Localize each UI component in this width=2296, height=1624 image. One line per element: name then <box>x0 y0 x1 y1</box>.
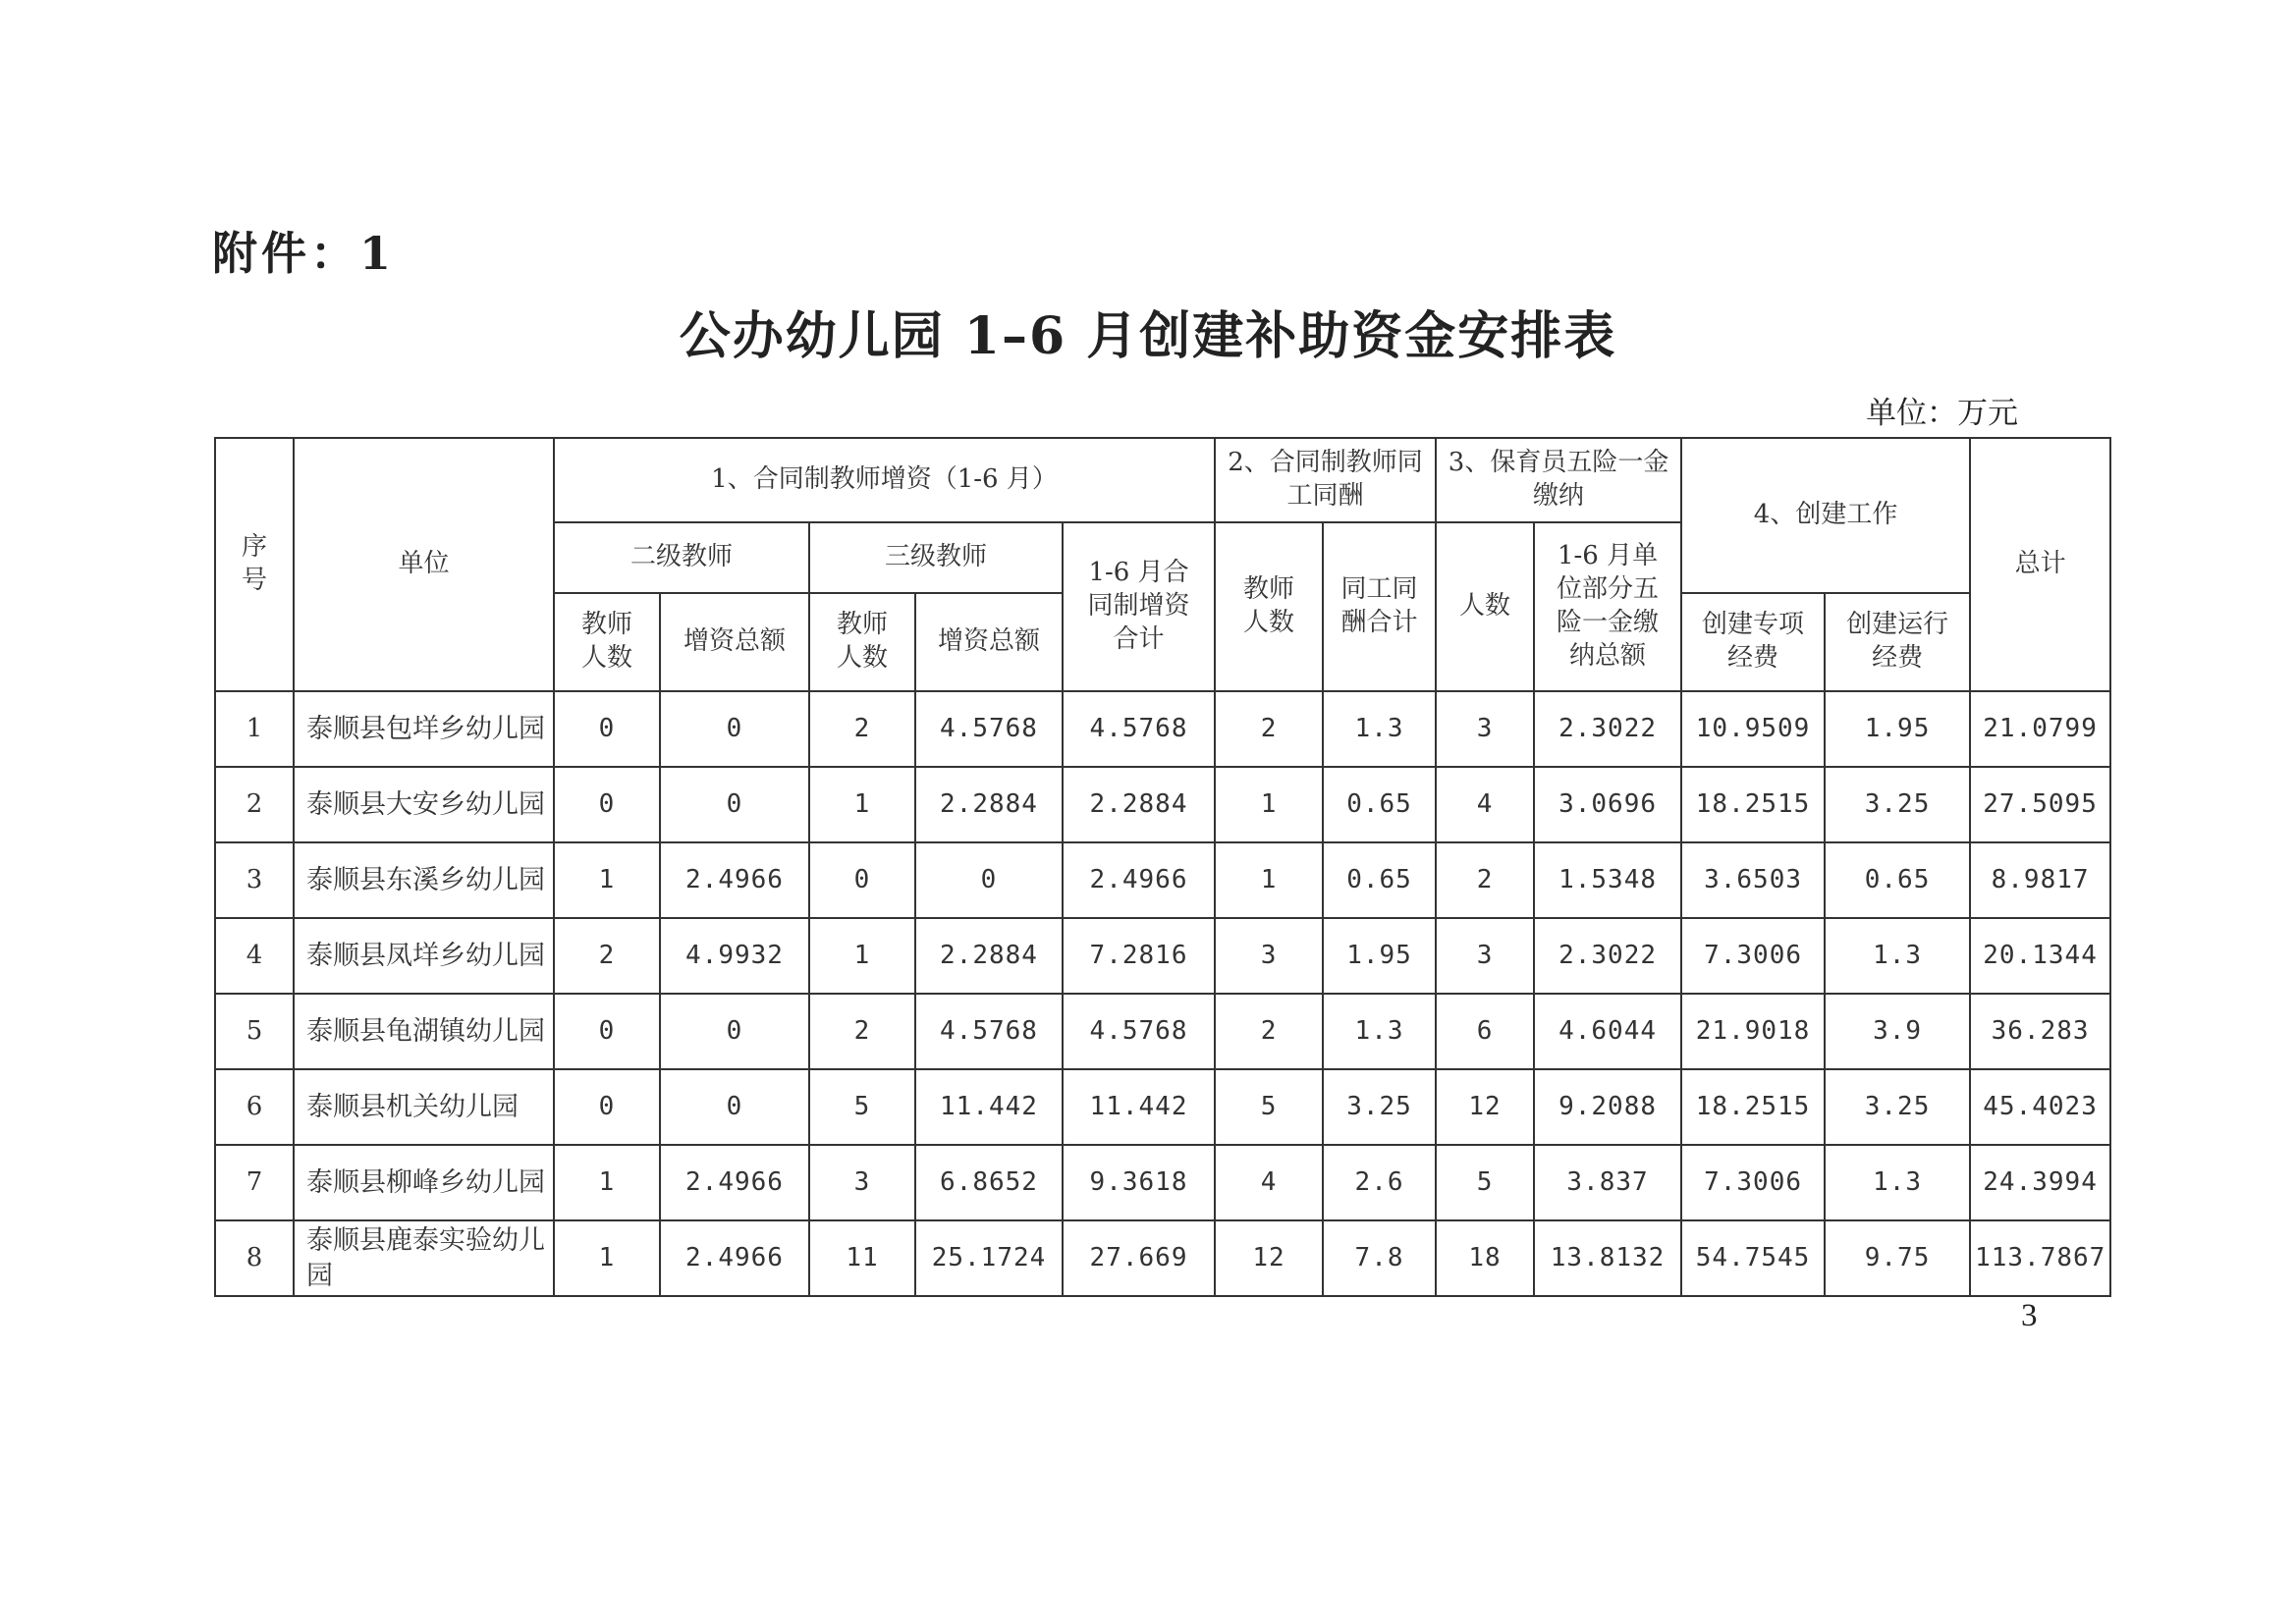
cell-seq: 3 <box>215 842 294 918</box>
cell-l2-amount: 0 <box>660 767 809 842</box>
cell-g2-count: 2 <box>1215 691 1323 767</box>
cell-contract-total: 4.5768 <box>1063 691 1215 767</box>
cell-total: 45.4023 <box>1970 1069 2110 1145</box>
cell-l3-count: 0 <box>809 842 915 918</box>
cell-l3-count: 2 <box>809 691 915 767</box>
cell-g4-operating: 3.25 <box>1825 767 1970 842</box>
attachment-label: 附件：1 <box>212 227 396 280</box>
cell-g4-special: 54.7545 <box>1681 1220 1825 1296</box>
cell-g3-count: 18 <box>1436 1220 1534 1296</box>
header-g4-operating: 创建运行经费 <box>1825 593 1970 691</box>
cell-contract-total: 9.3618 <box>1063 1145 1215 1220</box>
cell-total: 8.9817 <box>1970 842 2110 918</box>
header-g3-total: 1-6 月单位部分五险一金缴纳总额 <box>1534 522 1681 691</box>
cell-l2-amount: 4.9932 <box>660 918 809 994</box>
cell-g4-operating: 1.3 <box>1825 918 1970 994</box>
cell-unit: 泰顺县鹿泰实验幼儿园 <box>294 1220 554 1296</box>
header-total: 总计 <box>1970 438 2110 691</box>
cell-l3-count: 2 <box>809 994 915 1069</box>
cell-g4-special: 18.2515 <box>1681 1069 1825 1145</box>
cell-l2-count: 1 <box>554 842 660 918</box>
cell-seq: 4 <box>215 918 294 994</box>
cell-g3-count: 6 <box>1436 994 1534 1069</box>
cell-seq: 6 <box>215 1069 294 1145</box>
cell-g2-count: 4 <box>1215 1145 1323 1220</box>
cell-unit: 泰顺县凤垟乡幼儿园 <box>294 918 554 994</box>
cell-g3-total: 3.0696 <box>1534 767 1681 842</box>
cell-l3-amount: 2.2884 <box>915 767 1063 842</box>
cell-unit: 泰顺县大安乡幼儿园 <box>294 767 554 842</box>
cell-l2-amount: 0 <box>660 1069 809 1145</box>
page-number: 3 <box>2021 1298 2038 1333</box>
header-seq: 序号 <box>215 438 294 691</box>
cell-g3-count: 4 <box>1436 767 1534 842</box>
cell-l3-amount: 4.5768 <box>915 691 1063 767</box>
table-row <box>215 691 2110 767</box>
funding-table <box>214 437 2111 1297</box>
cell-total: 24.3994 <box>1970 1145 2110 1220</box>
cell-g3-count: 5 <box>1436 1145 1534 1220</box>
cell-g2-count: 3 <box>1215 918 1323 994</box>
cell-total: 36.283 <box>1970 994 2110 1069</box>
cell-unit: 泰顺县东溪乡幼儿园 <box>294 842 554 918</box>
cell-g3-count: 3 <box>1436 691 1534 767</box>
header-group-insurance: 3、保育员五险一金缴纳 <box>1436 438 1681 522</box>
header-g2-total: 同工同酬合计 <box>1323 522 1436 691</box>
cell-g2-count: 2 <box>1215 994 1323 1069</box>
cell-g3-total: 1.5348 <box>1534 842 1681 918</box>
cell-unit: 泰顺县柳峰乡幼儿园 <box>294 1145 554 1220</box>
cell-unit: 泰顺县机关幼儿园 <box>294 1069 554 1145</box>
cell-seq: 1 <box>215 691 294 767</box>
cell-contract-total: 7.2816 <box>1063 918 1215 994</box>
cell-g2-total: 1.95 <box>1323 918 1436 994</box>
cell-total: 113.7867 <box>1970 1220 2110 1296</box>
cell-l2-count: 1 <box>554 1220 660 1296</box>
cell-g4-special: 7.3006 <box>1681 918 1825 994</box>
cell-l3-amount: 0 <box>915 842 1063 918</box>
cell-g3-total: 2.3022 <box>1534 691 1681 767</box>
cell-g2-total: 1.3 <box>1323 994 1436 1069</box>
cell-total: 21.0799 <box>1970 691 2110 767</box>
table-row <box>215 994 2110 1069</box>
cell-contract-total: 4.5768 <box>1063 994 1215 1069</box>
cell-g4-special: 3.6503 <box>1681 842 1825 918</box>
table-row <box>215 1145 2110 1220</box>
cell-seq: 2 <box>215 767 294 842</box>
table-body <box>215 691 2110 1296</box>
cell-g4-operating: 0.65 <box>1825 842 1970 918</box>
table-row <box>215 842 2110 918</box>
cell-g2-total: 0.65 <box>1323 842 1436 918</box>
table-header <box>215 438 2110 691</box>
cell-l2-count: 1 <box>554 1145 660 1220</box>
cell-g3-total: 4.6044 <box>1534 994 1681 1069</box>
cell-g4-special: 18.2515 <box>1681 767 1825 842</box>
cell-l3-amount: 6.8652 <box>915 1145 1063 1220</box>
header-group-construction: 4、创建工作 <box>1681 438 1970 593</box>
table-row <box>215 918 2110 994</box>
table-row <box>215 1220 2110 1296</box>
cell-contract-total: 2.4966 <box>1063 842 1215 918</box>
table-row <box>215 767 2110 842</box>
header-l2-amount: 增资总额 <box>660 593 809 691</box>
cell-l3-count: 11 <box>809 1220 915 1296</box>
table-row <box>215 1069 2110 1145</box>
header-g3-count: 人数 <box>1436 522 1534 691</box>
cell-unit: 泰顺县包垟乡幼儿园 <box>294 691 554 767</box>
cell-g4-special: 10.9509 <box>1681 691 1825 767</box>
cell-l2-amount: 2.4966 <box>660 1145 809 1220</box>
cell-l3-count: 1 <box>809 918 915 994</box>
cell-l2-amount: 2.4966 <box>660 1220 809 1296</box>
cell-seq: 7 <box>215 1145 294 1220</box>
cell-g4-operating: 3.9 <box>1825 994 1970 1069</box>
cell-l3-count: 3 <box>809 1145 915 1220</box>
cell-g2-total: 3.25 <box>1323 1069 1436 1145</box>
header-l2-count: 教师人数 <box>554 593 660 691</box>
cell-l2-amount: 0 <box>660 691 809 767</box>
cell-g4-special: 21.9018 <box>1681 994 1825 1069</box>
header-group-equal-pay: 2、合同制教师同工同酬 <box>1215 438 1436 522</box>
cell-l2-amount: 0 <box>660 994 809 1069</box>
header-level3-teacher: 三级教师 <box>809 522 1063 593</box>
cell-g2-count: 5 <box>1215 1069 1323 1145</box>
cell-l3-count: 5 <box>809 1069 915 1145</box>
cell-l3-amount: 11.442 <box>915 1069 1063 1145</box>
cell-seq: 5 <box>215 994 294 1069</box>
cell-l2-count: 0 <box>554 767 660 842</box>
cell-unit: 泰顺县龟湖镇幼儿园 <box>294 994 554 1069</box>
cell-g2-total: 1.3 <box>1323 691 1436 767</box>
cell-g4-operating: 1.95 <box>1825 691 1970 767</box>
header-contract-total: 1-6 月合同制增资合计 <box>1063 522 1215 691</box>
cell-g3-total: 3.837 <box>1534 1145 1681 1220</box>
cell-l2-count: 0 <box>554 1069 660 1145</box>
cell-l2-count: 0 <box>554 994 660 1069</box>
cell-g2-total: 0.65 <box>1323 767 1436 842</box>
cell-l3-amount: 4.5768 <box>915 994 1063 1069</box>
cell-contract-total: 11.442 <box>1063 1069 1215 1145</box>
header-level2-teacher: 二级教师 <box>554 522 809 593</box>
cell-g4-operating: 3.25 <box>1825 1069 1970 1145</box>
cell-g3-count: 3 <box>1436 918 1534 994</box>
cell-contract-total: 27.669 <box>1063 1220 1215 1296</box>
header-g2-count: 教师人数 <box>1215 522 1323 691</box>
cell-g4-operating: 9.75 <box>1825 1220 1970 1296</box>
page-title: 公办幼儿园 1–6 月创建补助资金安排表 <box>679 306 1617 366</box>
cell-seq: 8 <box>215 1220 294 1296</box>
cell-l2-amount: 2.4966 <box>660 842 809 918</box>
header-g4-special: 创建专项经费 <box>1681 593 1825 691</box>
header-group-contract-raise: 1、合同制教师增资（1-6 月） <box>554 438 1215 522</box>
cell-g2-count: 1 <box>1215 842 1323 918</box>
cell-g2-count: 12 <box>1215 1220 1323 1296</box>
cell-g2-total: 2.6 <box>1323 1145 1436 1220</box>
cell-l3-amount: 25.1724 <box>915 1220 1063 1296</box>
cell-total: 27.5095 <box>1970 767 2110 842</box>
header-l3-count: 教师人数 <box>809 593 915 691</box>
cell-g2-total: 7.8 <box>1323 1220 1436 1296</box>
cell-g4-special: 7.3006 <box>1681 1145 1825 1220</box>
cell-g3-total: 13.8132 <box>1534 1220 1681 1296</box>
cell-l2-count: 0 <box>554 691 660 767</box>
header-unit: 单位 <box>294 438 554 691</box>
unit-label: 单位：万元 <box>1866 396 2018 431</box>
cell-g3-total: 2.3022 <box>1534 918 1681 994</box>
cell-contract-total: 2.2884 <box>1063 767 1215 842</box>
cell-l2-count: 2 <box>554 918 660 994</box>
cell-l3-amount: 2.2884 <box>915 918 1063 994</box>
header-l3-amount: 增资总额 <box>915 593 1063 691</box>
cell-g3-total: 9.2088 <box>1534 1069 1681 1145</box>
cell-l3-count: 1 <box>809 767 915 842</box>
cell-g3-count: 2 <box>1436 842 1534 918</box>
cell-g4-operating: 1.3 <box>1825 1145 1970 1220</box>
cell-g3-count: 12 <box>1436 1069 1534 1145</box>
cell-g2-count: 1 <box>1215 767 1323 842</box>
cell-total: 20.1344 <box>1970 918 2110 994</box>
